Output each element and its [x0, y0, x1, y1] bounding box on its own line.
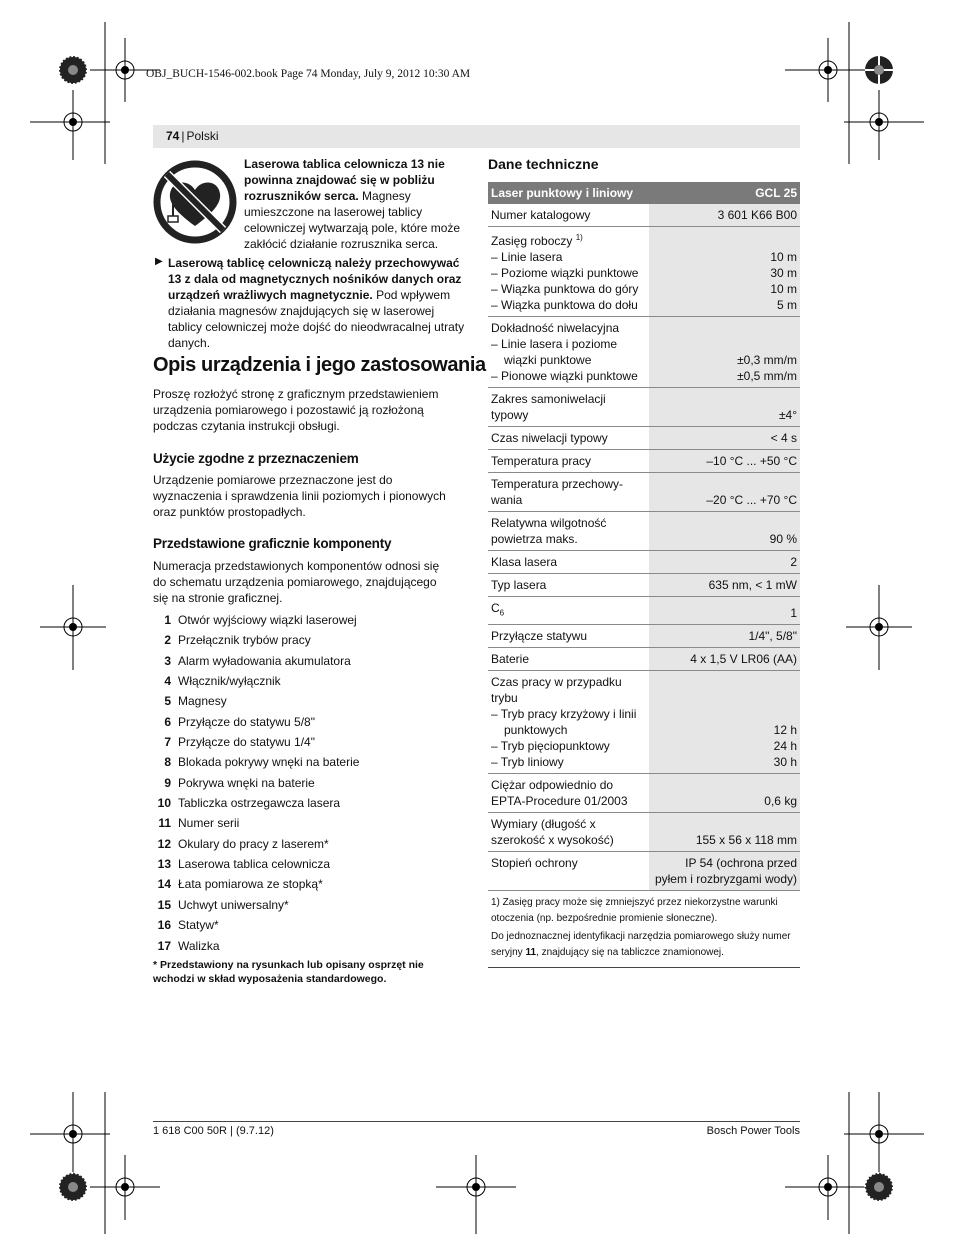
storage-temp-label: Temperatura przechowy-wania — [488, 473, 649, 512]
component-number: 4 — [164, 674, 171, 689]
pacemaker-warning-bold: Laserowa tablica celownicza 13 nie powinna znajdować się w pobliżu rozruszników serca. — [244, 157, 445, 203]
laser-class-value: 2 — [649, 551, 800, 574]
table-header-model: GCL 25 — [649, 182, 800, 204]
leveltime-label: Czas niwelacji typowy — [488, 427, 649, 450]
component-number: 1 — [164, 613, 171, 627]
components-footnote: * Przedstawiony na rysunkach lub opisany osprzęt nie wchodzi w skład wyposażenia standardowego. — [153, 959, 424, 985]
component-label: Blokada pokrywy wnęki na baterie — [178, 755, 360, 770]
cross-target-r3 — [846, 1092, 912, 1175]
table-row — [488, 852, 800, 891]
table-row — [488, 648, 800, 671]
cross-target-bm — [436, 1155, 516, 1220]
component-number: 8 — [164, 755, 171, 770]
protection-label: Stopień ochrony — [488, 852, 649, 891]
range-footnote-ref: 1) — [575, 233, 583, 242]
protection-value: IP 54 (ochrona przed pyłem i rozbryzgami wody) — [649, 852, 800, 891]
footer-divider — [153, 1121, 800, 1122]
list-item — [153, 874, 463, 894]
laser-type-label: Typ lasera — [488, 574, 649, 597]
section-title: Opis urządzenia i jego zastosowania — [153, 354, 486, 376]
table-row — [488, 813, 800, 852]
leveltime-value: < 4 s — [649, 427, 800, 450]
cross-target-l3 — [40, 1092, 106, 1175]
serial-note: Do jednoznacznej identyfikacji narzędzia pomiarowego służy numer seryjny 11, znajdujący się na tabliczce znamionowej. — [491, 931, 791, 959]
list-item — [153, 671, 463, 691]
list-item — [153, 712, 463, 732]
cross-target-bl — [90, 1155, 160, 1220]
component-label: Przełącznik trybów pracy — [178, 633, 311, 648]
storage-temp-value: –20 °C ... +70 °C — [649, 473, 800, 512]
table-header-product: Laser punktowy i liniowy — [488, 182, 649, 204]
tech-data-table — [488, 182, 800, 968]
range-value: 5 m — [776, 298, 797, 312]
component-label: Magnesy — [178, 694, 227, 709]
range-item: – Wiązka punktowa do dołu — [491, 298, 638, 312]
runtime-value: 30 h — [773, 755, 797, 770]
table-footnote-row — [488, 891, 800, 968]
list-item — [153, 691, 463, 711]
range-label: Zasięg roboczy — [491, 234, 573, 248]
selflevel-value: ±4° — [649, 388, 800, 427]
list-item — [153, 915, 463, 935]
component-label: Pokrywa wnęki na baterie — [178, 775, 315, 790]
component-label: Numer serii — [178, 816, 240, 831]
list-item — [153, 773, 463, 793]
table-row — [488, 574, 800, 597]
list-item — [153, 752, 463, 772]
accuracy-item: – Pionowe wiązki punktowe — [491, 369, 638, 383]
runtime-label: Czas pracy w przypadku trybu — [491, 675, 622, 706]
component-number: 11 — [158, 816, 171, 831]
list-item — [153, 793, 463, 813]
battery-value: 4 x 1,5 V LR06 (AA) — [649, 648, 800, 671]
table-row — [488, 671, 800, 774]
cross-target-r2 — [846, 585, 912, 670]
component-label: Przyłącze do statywu 1/4" — [178, 735, 315, 750]
component-number: 16 — [157, 918, 171, 933]
list-item — [153, 651, 463, 671]
component-number: 12 — [157, 836, 171, 851]
bullet-arrow-icon: ▶ — [155, 256, 163, 267]
range-value: 30 m — [770, 266, 797, 280]
page-language: Polski — [186, 129, 219, 143]
component-label: Okulary do pracy z laserem* — [178, 836, 329, 851]
list-item — [153, 834, 463, 854]
table-row — [488, 317, 800, 388]
table-row — [488, 204, 800, 227]
component-label: Włącznik/wyłącznik — [178, 674, 281, 689]
table-row — [488, 473, 800, 512]
tripod-label: Przyłącze statywu — [488, 625, 649, 648]
laser-type-value: 635 nm, < 1 mW — [649, 574, 800, 597]
starburst-bl — [59, 1173, 87, 1201]
range-value: 10 m — [770, 282, 797, 296]
catalog-value: 3 601 K66 B00 — [649, 204, 800, 227]
range-item: – Wiązka punktowa do góry — [491, 282, 639, 296]
cross-target-tr — [785, 38, 870, 102]
weight-label: Ciężar odpowiednio do EPTA-Procedure 01/2003 — [488, 774, 649, 813]
component-label: Uchwyt uniwersalny* — [178, 897, 289, 912]
component-number: 13 — [157, 857, 171, 872]
runtime-item: – Tryb liniowy — [491, 755, 564, 770]
component-number: 9 — [164, 775, 171, 790]
range-item: – Linie lasera — [491, 250, 563, 264]
component-label: Łata pomiarowa ze stopką* — [178, 877, 323, 892]
table-row — [488, 450, 800, 473]
list-item — [153, 895, 463, 915]
range-value: 10 m — [770, 250, 797, 264]
components-intro: Numeracja przedstawionych komponentów odnosi się do schematu urządzenia pomiarowego, znajdującego się na stronie graficznej. — [153, 559, 440, 605]
list-item — [153, 610, 463, 630]
c6-value: 1 — [649, 597, 800, 625]
intended-use-text: Urządzenie pomiarowe przeznaczone jest do wyznaczenia i sprawdzenia linii poziomych i pionowych oraz punktów prostopadłych. — [153, 473, 446, 519]
operating-temp-label: Temperatura pracy — [488, 450, 649, 473]
section-intro: Proszę rozłożyć stronę z graficznym przedstawieniem urządzenia pomiarowego i pozostawić ją rozłożoną podczas czytania instrukcji obsługi. — [153, 387, 439, 433]
component-label: Walizka — [178, 938, 220, 953]
cross-target-br — [785, 1155, 870, 1220]
component-number: 17 — [157, 938, 171, 953]
component-number: 6 — [164, 714, 171, 729]
tripod-value: 1/4", 5/8" — [649, 625, 800, 648]
table-row — [488, 625, 800, 648]
table-row — [488, 388, 800, 427]
components-heading: Przedstawione graficznie komponenty — [153, 536, 392, 551]
table-row — [488, 427, 800, 450]
footer-brand: Bosch Power Tools — [706, 1125, 800, 1137]
pacemaker-warning-normal: Magnesy umieszczone na laserowej tablicy celowniczej wytwarzają pole, które może zakłócić działanie rozrusznika serca. — [244, 189, 461, 251]
magnetic-warning — [168, 255, 468, 351]
components-list — [153, 610, 463, 956]
battery-label: Baterie — [488, 648, 649, 671]
range-footnote: 1) Zasięg pracy może się zmniejszyć przez niekorzystne warunki otoczenia (np. bezpośrednie promienie słoneczne). — [491, 897, 778, 925]
cross-target-r1 — [846, 90, 912, 160]
list-item — [153, 813, 463, 833]
component-label: Laserowa tablica celownicza — [178, 857, 331, 872]
component-number: 10 — [157, 796, 171, 811]
laser-class-label: Klasa lasera — [488, 551, 649, 574]
component-label: Statyw* — [178, 918, 219, 933]
range-item: – Poziome wiązki punktowe — [491, 266, 639, 280]
runtime-item: – Tryb pięciopunktowy — [491, 739, 610, 754]
list-item — [153, 630, 463, 650]
component-number: 7 — [164, 735, 171, 750]
runtime-value: 12 h — [773, 723, 797, 738]
component-number: 3 — [164, 653, 171, 668]
starburst-tl — [59, 56, 87, 84]
magnetic-warning-normal: Pod wpływem działania magnesów znajdujących się w laserowej tablicy celowniczej może dojść do nieodwracalnej utraty danych. — [168, 288, 465, 350]
pacemaker-prohibition-icon — [153, 160, 237, 244]
runtime-item: – Tryb pracy krzyżowy i linii punktowych — [491, 707, 637, 738]
cross-target-l2 — [40, 585, 106, 670]
component-number: 2 — [164, 633, 171, 648]
component-number: 15 — [157, 897, 171, 912]
pacemaker-warning — [244, 156, 466, 252]
component-label: Przyłącze do statywu 5/8" — [178, 714, 315, 729]
c6-subscript: 6 — [499, 608, 505, 618]
page-number: 74 — [166, 129, 180, 143]
table-row — [488, 774, 800, 813]
intended-use-heading: Użycie zgodne z przeznaczeniem — [153, 451, 359, 466]
dimensions-value: 155 x 56 x 118 mm — [649, 813, 800, 852]
table-row — [488, 597, 800, 625]
cross-target-l1 — [40, 90, 106, 160]
component-number: 5 — [164, 694, 171, 709]
table-row — [488, 227, 800, 317]
starburst-tr — [865, 56, 893, 84]
accuracy-value: ±0,3 mm/m — [737, 353, 797, 367]
footer-doc-id: 1 618 C00 50R | (9.7.12) — [153, 1125, 274, 1137]
list-item — [153, 936, 463, 956]
table-row — [488, 551, 800, 574]
c6-label: C — [491, 601, 500, 615]
humidity-label: Relatywna wilgotność powietrza maks. — [488, 512, 649, 551]
selflevel-label: Zakres samoniwelacji typowy — [488, 388, 649, 427]
tech-data-title: Dane techniczne — [488, 156, 599, 172]
dimensions-label: Wymiary (długość x szerokość x wysokość) — [488, 813, 649, 852]
weight-value: 0,6 kg — [649, 774, 800, 813]
starburst-br — [865, 1173, 893, 1201]
component-label: Alarm wyładowania akumulatora — [178, 653, 351, 668]
list-item — [153, 854, 463, 874]
runtime-value: 24 h — [773, 739, 797, 754]
magnetic-warning-bold: Laserową tablicę celowniczą należy przechowywać 13 z dala od magnetycznych nośników danych oraz urządzeń wrażliwych magnetycznie. — [168, 256, 462, 302]
component-number: 14 — [157, 877, 171, 892]
table-header-row — [488, 182, 800, 204]
humidity-value: 90 % — [649, 512, 800, 551]
operating-temp-value: –10 °C ... +50 °C — [649, 450, 800, 473]
accuracy-label: Dokładność niwelacyjna — [491, 321, 620, 335]
component-label: Otwór wyjściowy wiązki laserowej — [178, 613, 357, 627]
list-item — [153, 732, 463, 752]
catalog-label: Numer katalogowy — [488, 204, 649, 227]
component-label: Tabliczka ostrzegawcza lasera — [178, 796, 341, 811]
accuracy-value: ±0,5 mm/m — [737, 369, 797, 383]
print-info: OBJ_BUCH-1546-002.book Page 74 Monday, July 9, 2012 10:30 AM — [146, 68, 471, 80]
accuracy-item: – Linie lasera i poziome wiązki punktowe — [491, 337, 618, 367]
page-header: 74 | Polski — [153, 125, 800, 148]
table-row — [488, 512, 800, 551]
